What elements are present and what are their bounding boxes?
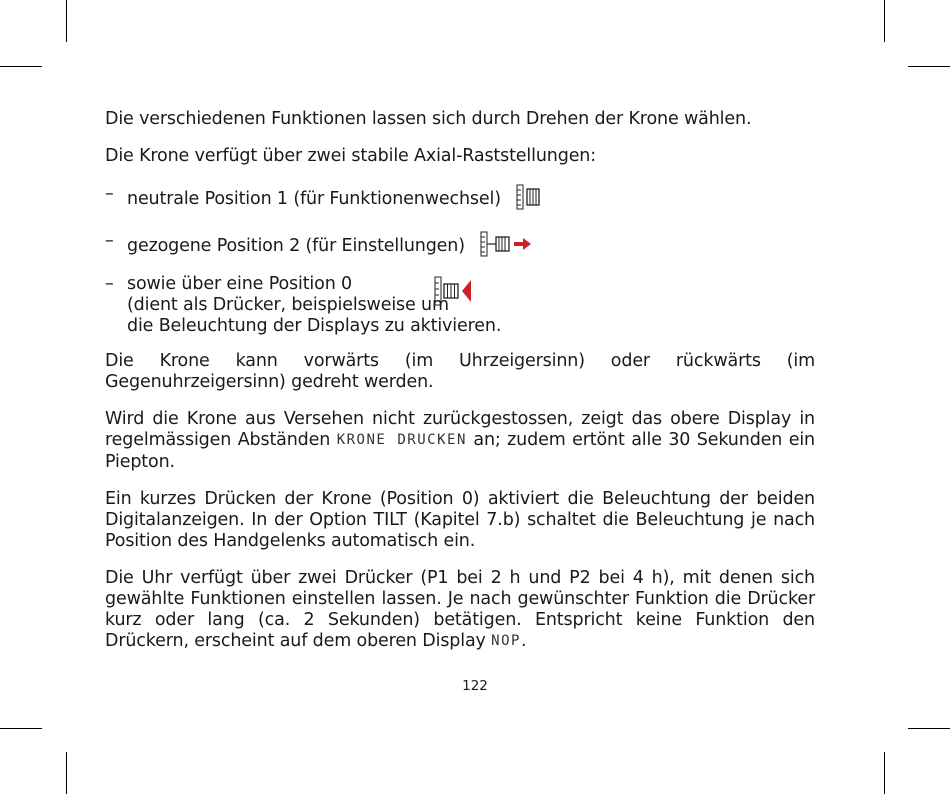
- crop-mark: [908, 66, 950, 67]
- paragraph-text: .: [520, 631, 527, 651]
- paragraph: Die Krone kann vorwärts (im Uhrzeigersinn) oder rückwärts (im Gegenuhrzeigersinn) gedreht werden.: [105, 351, 815, 392]
- lcd-display-text: KRONE DRUCKEN: [336, 432, 467, 448]
- list-item-text: gezogene Position 2 (für Einstellungen): [127, 236, 465, 256]
- crown-pulled-icon: [479, 229, 535, 259]
- list-item-text: sowie über eine Position 0: [127, 274, 353, 294]
- crop-mark: [66, 0, 67, 42]
- paragraph-text: Die Uhr verfügt über zwei Drücker (P1 bei 2 h und P2 bei 4 h), mit denen sich gewählte Funktionen einstellen lassen. Je nach gewünschter Funktion die Drücker kurz oder lang (ca. 2 Sekunden) betätigen. Entspricht keine Funktion den Drückern, erscheint auf dem oberen Display: [105, 568, 815, 651]
- list-item: [105, 184, 815, 214]
- crop-mark: [908, 728, 950, 729]
- lcd-display-text: NOP: [491, 633, 521, 649]
- paragraph: Die verschiedenen Funktionen lassen sich durch Drehen der Krone wählen.: [105, 109, 752, 129]
- crop-mark: [0, 66, 42, 67]
- crown-neutral-icon: [515, 182, 545, 212]
- bullet-dash: –: [105, 274, 114, 294]
- bullet-dash: –: [105, 231, 114, 251]
- paragraph: Die Krone verfügt über zwei stabile Axial-Raststellungen:: [105, 146, 596, 166]
- list-item: [105, 274, 815, 337]
- paragraph: [105, 409, 815, 473]
- crop-mark: [884, 0, 885, 42]
- list-item: [105, 231, 815, 261]
- bullet-dash: –: [105, 184, 114, 204]
- list-item-text: die Beleuchtung der Displays zu aktivieren.: [127, 316, 502, 336]
- paragraph-text: Wird die Krone aus Versehen nicht zurückgestossen, zeigt das obere Display in regelmässigen Abständen: [105, 409, 815, 450]
- crown-pushed-icon: [433, 274, 481, 316]
- list-item-text: neutrale Position 1 (für Funktionenwechsel): [127, 189, 501, 209]
- page-body: [105, 109, 815, 653]
- page-number: 122: [462, 678, 488, 694]
- crop-mark: [884, 752, 885, 794]
- crop-mark: [0, 728, 42, 729]
- paragraph: [105, 568, 815, 653]
- list-item-text: (dient als Drücker, beispielsweise um: [127, 295, 449, 315]
- paragraph-text: an; zudem ertönt alle 30 Sekunden ein Piepton.: [105, 430, 815, 472]
- paragraph: Ein kurzes Drücken der Krone (Position 0) aktiviert die Beleuchtung der beiden Digitalanzeigen. In der Option TILT (Kapitel 7.b) schaltet die Beleuchtung je nach Position des Handgelenks automatisch ein.: [105, 489, 815, 551]
- crop-mark: [66, 752, 67, 794]
